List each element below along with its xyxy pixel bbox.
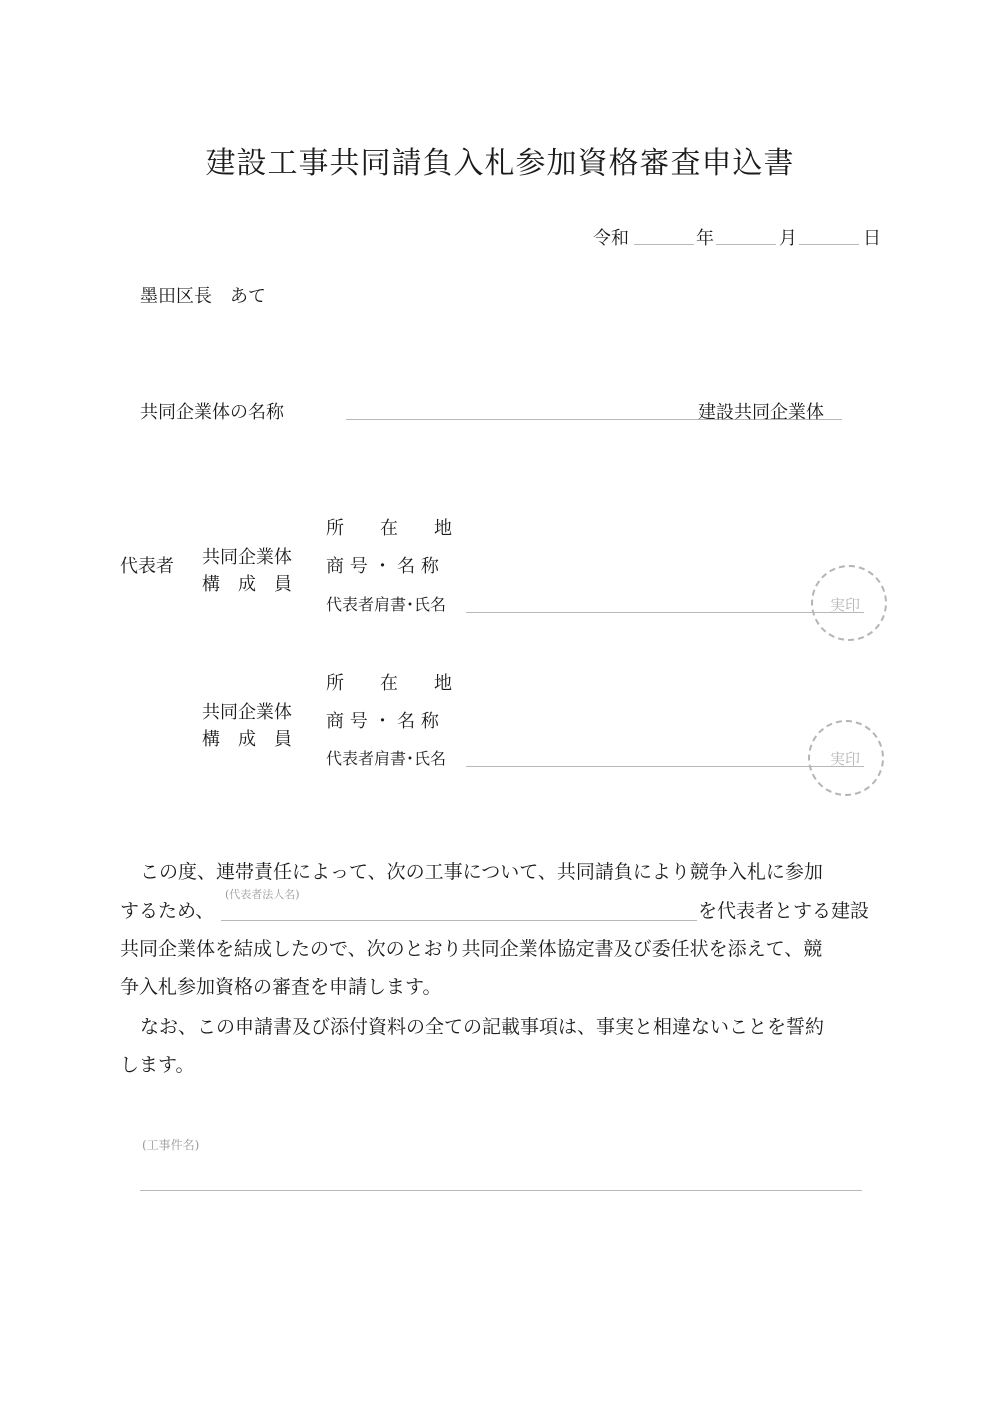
member1-rep-field[interactable]: [466, 612, 864, 613]
date-month-label: 月: [779, 228, 797, 249]
member2-rep-label: 代表者肩書･氏名: [326, 749, 447, 768]
project-name-field[interactable]: [140, 1190, 862, 1191]
jv-name-label: 共同企業体の名称: [140, 402, 284, 423]
member1-address-label: 所 在 地: [326, 518, 452, 539]
member1-seal-text: 実印: [830, 596, 861, 614]
member1-rep-label: 代表者肩書･氏名: [326, 595, 447, 614]
addressee: 墨田区長 あて: [140, 286, 266, 307]
date-year-label: 年: [696, 228, 714, 249]
jv-name-suffix: 建設共同企業体: [698, 402, 824, 423]
body-line-2-post: を代表者とする建設: [698, 900, 870, 922]
month-field[interactable]: [716, 244, 776, 245]
document-title: 建設工事共同請負入札参加資格審査申込書: [205, 146, 795, 181]
rep-corp-field[interactable]: [221, 920, 697, 921]
member1-name-label: 商 号 ・ 名 称: [326, 556, 439, 577]
member2-address-label: 所 在 地: [326, 673, 452, 694]
body-line-6: します。: [120, 1054, 195, 1076]
body-line-5: なお、この申請書及び添付資料の全ての記載事項は、事実と相違ないことを誓約: [140, 1016, 825, 1038]
body-line-4: 争入札参加資格の審査を申請します。: [120, 976, 442, 998]
member1-role-line2: 構 成 員: [202, 574, 292, 595]
member2-seal-text: 実印: [830, 750, 861, 768]
member2-rep-field[interactable]: [466, 766, 864, 767]
representative-label: 代表者: [120, 556, 174, 577]
date-day-label: 日: [863, 228, 881, 249]
body-line-2-pre: するため、: [120, 900, 215, 922]
rep-corp-note: (代表者法人名): [225, 888, 300, 901]
body-line-3: 共同企業体を結成したので、次のとおり共同企業体協定書及び委任状を添えて、競: [120, 938, 823, 960]
project-name-note: (工事件名): [142, 1138, 200, 1152]
member1-role-line1: 共同企業体: [202, 547, 292, 568]
member2-role-line2: 構 成 員: [202, 729, 292, 750]
day-field[interactable]: [799, 244, 859, 245]
body-line-1: この度、連帯責任によって、次の工事について、共同請負により競争入札に参加: [140, 861, 823, 883]
year-field[interactable]: [634, 244, 694, 245]
date-era: 令和: [593, 228, 629, 249]
member2-role-line1: 共同企業体: [202, 702, 292, 723]
member2-name-label: 商 号 ・ 名 称: [326, 711, 439, 732]
